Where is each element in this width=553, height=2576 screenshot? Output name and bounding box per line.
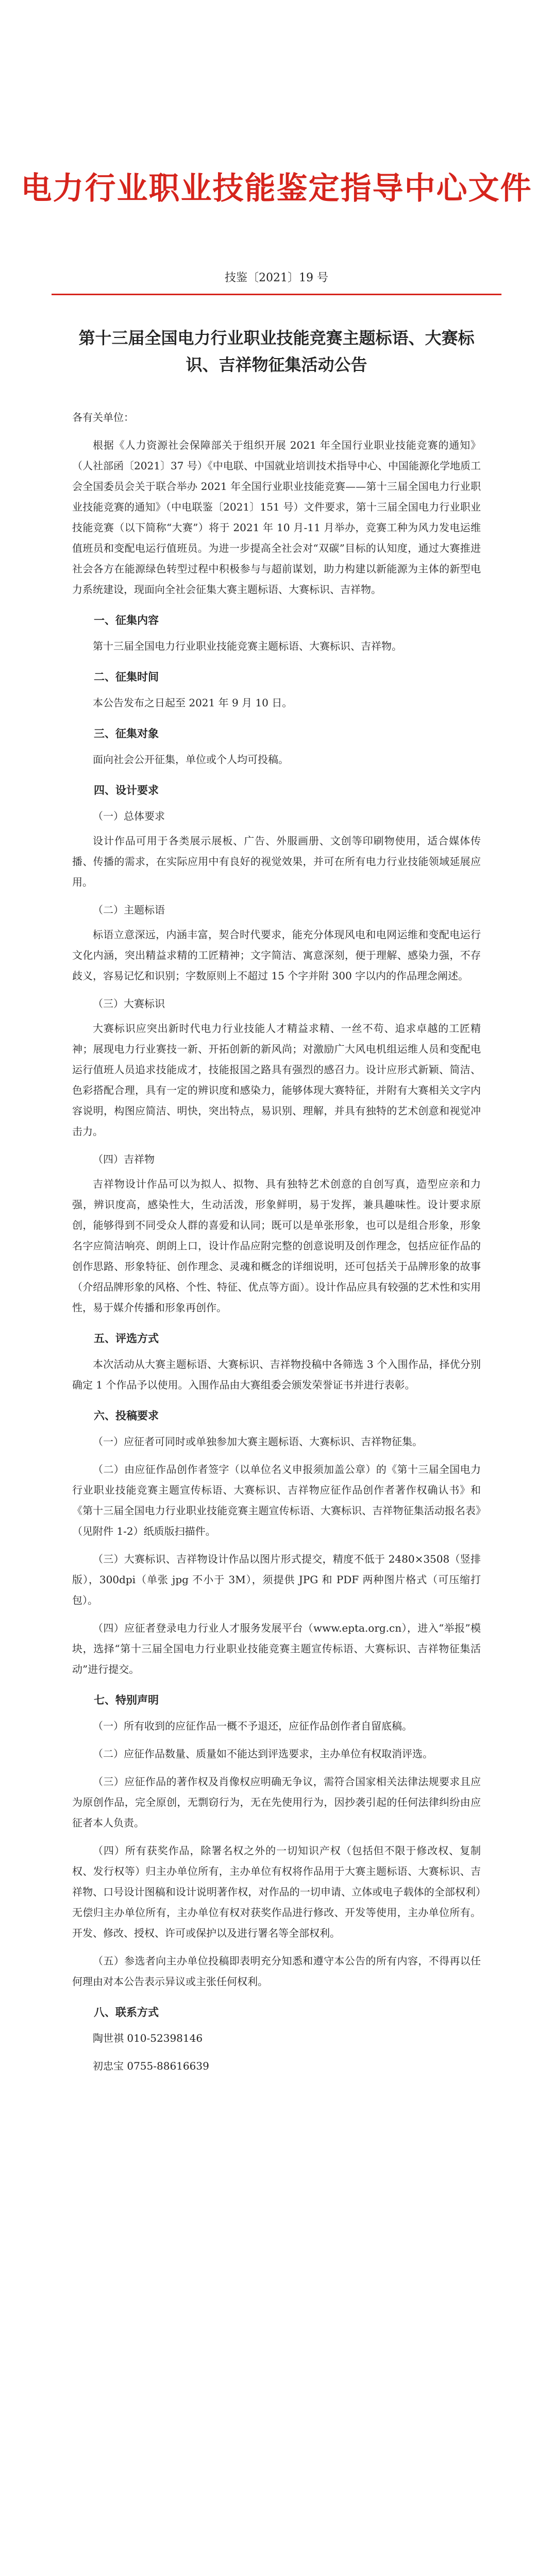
body-paragraph: 初忠宝 0755-88616639	[93, 2060, 209, 2072]
section-heading: 五、评选方式	[94, 1332, 159, 1345]
body-paragraph: （四）应征者登录电力行业人才服务发展平台（www.epta.org.cn），进入“举报”模块，选择“第十三届全国电力行业职业技能竞赛主题宣传标语、大赛标识、吉祥物征集活动”进行提交。	[72, 1622, 481, 1675]
section-heading: 一、征集内容	[94, 614, 159, 626]
section-heading: （四）吉祥物	[93, 1153, 155, 1165]
section-heading: 八、联系方式	[94, 2006, 159, 2019]
body-paragraph: 各有关单位：	[72, 411, 134, 423]
section-heading: 二、征集时间	[94, 670, 159, 683]
body-paragraph: 大赛标识应突出新时代电力行业技能人才精益求精、一丝不苟、追求卓越的工匠精神；展现电力行业赛技一新、开拓创新的新风尚；对激励广大风电机组运维人员和变配电运行值班人员追求技能成才，技能报国之路具有强烈的感召力。设计应形式新颖、简洁、色彩搭配合理，具有一定的辨识度和感染力，能够体现大赛特征，并附有大赛相关文字内容说明，构图应简洁、明快，突出特点，易识别、理解，并具有独特的艺术创意和视觉冲击力。	[72, 1022, 481, 1138]
body-paragraph: 本次活动从大赛主题标语、大赛标识、吉祥物投稿中各筛选 3 个入围作品，择优分别确定 1 个作品予以使用。入围作品由大赛组委会颁发荣誉证书并进行表彰。	[72, 1358, 481, 1391]
document-body	[72, 407, 481, 2083]
body-paragraph: （一）所有收到的应征作品一概不予退还，应征作品创作者自留底稿。	[93, 1720, 412, 1732]
section-heading: 六、投稿要求	[94, 1409, 159, 1422]
body-paragraph: （四）所有获奖作品，除署名权之外的一切知识产权（包括但不限于修改权、复制权、发行权等）归主办单位所有，主办单位有权将作品用于大赛主题标语、大赛标识、吉祥物、口号设计图稿和设计说明著作权，对作品的一切申请、立体或电子载体的全部权利）无偿归主办单位所有，主办单位有权对获奖作品进行修改、开发等使用，主办单位所有。开发、修改、授权、许可或保护以及进行署名等全部权利。	[72, 1844, 481, 1939]
body-paragraph: 本公告发布之日起至 2021 年 9 月 10 日。	[93, 697, 293, 709]
document-number: 技鉴〔2021〕19 号	[225, 272, 328, 284]
body-paragraph: （二）由应征作品创作者签字（以单位名义申报须加盖公章）的《第十三届全国电力行业职业技能竞赛主题宣传标语、大赛标识、吉祥物应征作品创作者著作权确认书》和《第十三届全国电力行业职业技能竞赛主题宣传标语、大赛标识、吉祥物征集活动报名表》（见附件 1-2）纸质版扫描件。	[72, 1463, 481, 1537]
body-paragraph: 面向社会公开征集，单位或个人均可投稿。	[93, 753, 289, 766]
announcement-title: 第十三届全国电力行业职业技能竞赛主题标语、大赛标识、吉祥物征集活动公告	[78, 328, 475, 375]
section-heading: （一）总体要求	[93, 810, 165, 822]
body-paragraph: 陶世祺 010-52398146	[93, 2032, 203, 2044]
body-paragraph: 标语立意深远，内涵丰富，契合时代要求，能充分体现风电和电网运维和变配电运行文化内涵，突出精益求精的工匠精神；文字简洁、寓意深刻，便于理解、感染力强，不存歧义，容易记忆和识别；字数原则上不超过 15 个字并附 300 字以内的作品理念阐述。	[72, 928, 481, 982]
body-paragraph: 吉祥物设计作品可以为拟人、拟物、具有独特艺术创意的自创写真，造型应亲和力强，辨识度高，感染性大，生动活泼，形象鲜明，易于发挥，兼具趣味性。设计要求原创，能够得到不同受众人群的喜爱和认同；既可以是单张形象，也可以是组合形象，形象名字应简洁响亮、朗朗上口，设计作品应附完整的创意说明及创作理念，包括应征作品的创作思路、形象特征、创作理念、灵魂和概念的详细说明，还可包括关于品牌形象的故事（介绍品牌形象的风格、个性、特征、优点等方面）。设计作品应具有较强的艺术性和实用性，易于媒介传播和形象再创作。	[72, 1178, 481, 1314]
document-header-title: 电力行业职业技能鉴定指导中心文件	[21, 171, 532, 207]
section-heading: 四、设计要求	[94, 784, 159, 796]
body-paragraph: 第十三届全国电力行业职业技能竞赛主题标语、大赛标识、吉祥物。	[93, 640, 402, 652]
section-heading: 七、特别声明	[94, 1693, 159, 1706]
body-paragraph: 设计作品可用于各类展示展板、广告、外服画册、文创等印刷物使用，适合媒体传播、传播的需求，在实际应用中有良好的视觉效果，并可在所有电力行业技能领域延展应用。	[72, 835, 481, 888]
body-paragraph: （一）应征者可同时或单独参加大赛主题标语、大赛标识、吉祥物征集。	[93, 1435, 423, 1448]
body-paragraph: （五）参选者向主办单位投稿即表明充分知悉和遵守本公告的所有内容，不得再以任何理由对本公告表示异议或主张任何权利。	[72, 1955, 481, 1988]
header-divider	[52, 294, 501, 295]
body-paragraph: 根据《人力资源社会保障部关于组织开展 2021 年全国行业职业技能竞赛的通知》（人社部函〔2021〕37 号）《中电联、中国就业培训技术指导中心、中国能源化学地质工会全国委员会关于联合举办 2021 年全国行业职业技能竞赛——第十三届全国电力行业职业技能竞赛的通知》（中电联鉴〔2021〕151 号）文件要求，第十三届全国电力行业职业技能竞赛（以下简称“大赛”）将于 2021 年 10 月-11 月举办，竞赛工种为风力发电运维值班员和变配电运行值班员。为进一步提高全社会对“双碳”目标的认知度，通过大赛推进社会各方在能源绿色转型过程中积极参与与超前谋划，助力构建以新能源为主体的新型电力系统建设，现面向全社会征集大赛主题标语、大赛标识、吉祥物。	[72, 439, 481, 596]
body-paragraph: （二）应征作品数量、质量如不能达到评选要求，主办单位有权取消评选。	[93, 1748, 433, 1760]
body-paragraph: （三）大赛标识、吉祥物设计作品以图片形式提交，精度不低于 2480×3508（竖排版），300dpi（单张 jpg 不小于 3M），须提供 JPG 和 PDF 两种图片格式（可压缩打包）。	[72, 1553, 481, 1606]
section-heading: （三）大赛标识	[93, 997, 165, 1010]
section-heading: （二）主题标语	[93, 904, 165, 916]
section-heading: 三、征集对象	[94, 727, 159, 740]
body-paragraph: （三）应征作品的著作权及肖像权应明确无争议，需符合国家相关法律法规要求且应为原创作品，完全原创，无剽窃行为，无在先使用行为，因抄袭引起的任何法律纠纷由应征者本人负责。	[72, 1775, 481, 1829]
